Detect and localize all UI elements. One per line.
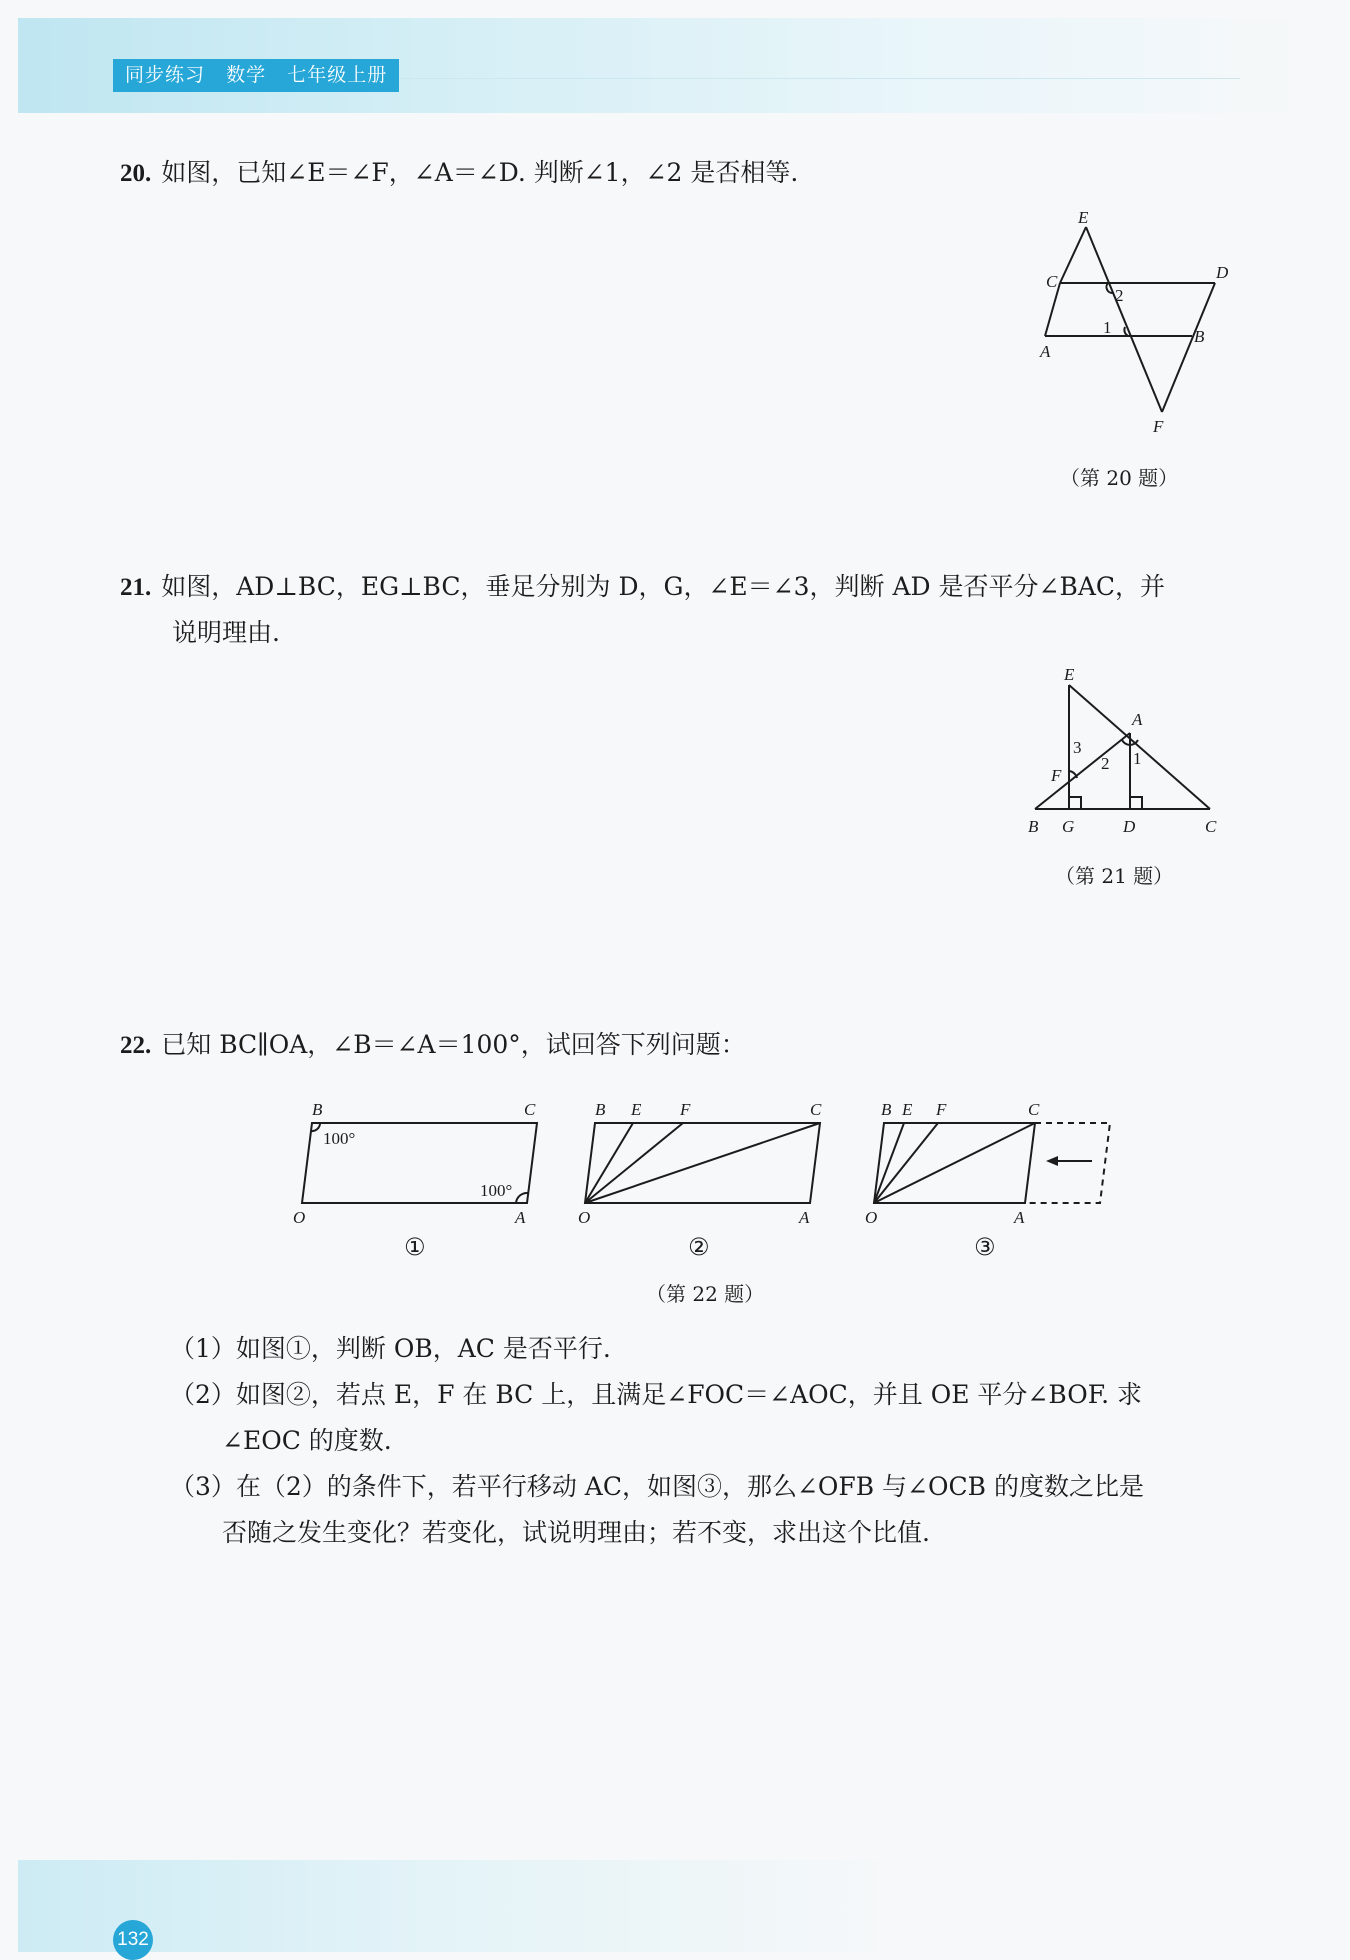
label-O: O [865, 1208, 878, 1227]
question-22-part-3-cont: 否随之发生变化？若变化，试说明理由；若不变，求出这个比值. [222, 1518, 930, 1547]
ray-of [874, 1123, 938, 1203]
label-F: F [680, 1100, 691, 1119]
figure-22-3-mark: ③ [974, 1233, 996, 1261]
label-G: G [1062, 817, 1075, 836]
label-C: C [810, 1100, 822, 1119]
label-B: B [881, 1100, 892, 1119]
label-B: B [1194, 327, 1205, 346]
question-20 [120, 150, 798, 196]
line-ce [1060, 227, 1086, 283]
figure-22-2-mark: ② [688, 1233, 710, 1261]
label-A: A [1014, 1208, 1025, 1227]
question-text: 如图，已知∠E＝∠F，∠A＝∠D. 判断∠1，∠2 是否相等. [161, 158, 799, 187]
question-22-part-2: （2）如图②，若点 E，F 在 BC 上，且满足∠FOC＝∠AOC，并且 OE 平分∠BOF. 求 [170, 1380, 1143, 1409]
line-ec [1069, 685, 1210, 809]
label-F: F [1051, 766, 1062, 785]
label-angle-1: 1 [1133, 749, 1142, 768]
label-D: D [1123, 817, 1136, 836]
label-D: D [1216, 263, 1229, 282]
label-C: C [524, 1100, 536, 1119]
line-db [1162, 283, 1215, 412]
label-A: A [799, 1208, 810, 1227]
header-rule [400, 78, 1240, 79]
label-A: A [1132, 710, 1143, 729]
label-angle-b: 100° [323, 1129, 356, 1148]
move-arrow-head [1046, 1156, 1058, 1166]
ray-oe [585, 1123, 633, 1203]
figure-22-3 [860, 1095, 1120, 1227]
figure-20 [1030, 205, 1250, 435]
label-angle-2: 2 [1115, 286, 1124, 305]
right-angle-d [1130, 797, 1142, 809]
label-angle-1: 1 [1103, 318, 1112, 337]
book-title-badge: 同步练习 数学 七年级上册 [113, 59, 399, 92]
label-A: A [515, 1208, 526, 1227]
figure-22-2 [575, 1095, 835, 1227]
label-F: F [936, 1100, 947, 1119]
label-E: E [902, 1100, 913, 1119]
question-number: 21. [120, 574, 152, 601]
label-O: O [293, 1208, 306, 1227]
label-angle-2: 2 [1101, 754, 1110, 773]
figure-21-caption: （第 21 题） [1055, 864, 1174, 888]
figure-22-1-mark: ① [404, 1233, 426, 1261]
footer-band [18, 1860, 918, 1952]
label-C: C [1205, 817, 1217, 836]
label-B: B [1028, 817, 1039, 836]
angle-mark-2 [1122, 740, 1130, 745]
question-text: 已知 BC∥OA，∠B＝∠A＝100°，试回答下列问题： [161, 1030, 746, 1059]
label-E: E [1064, 665, 1075, 684]
question-21-line1 [120, 564, 1165, 610]
ray-oc [585, 1123, 820, 1203]
ray-oc [874, 1123, 1035, 1203]
line-ab [1035, 733, 1130, 809]
label-F: F [1153, 417, 1164, 436]
figure-20-caption: （第 20 题） [1060, 466, 1179, 490]
label-E: E [1078, 208, 1089, 227]
question-21-line2: 说明理由. [172, 618, 280, 647]
ray-of [585, 1123, 683, 1203]
dashed-original-position [1025, 1123, 1110, 1203]
figure-22-caption: （第 22 题） [646, 1282, 765, 1306]
label-C: C [1046, 272, 1058, 291]
question-text: 如图，AD⊥BC，EG⊥BC，垂足分别为 D，G，∠E＝∠3，判断 AD 是否平分∠BAC，并 [161, 572, 1166, 601]
right-angle-g [1069, 797, 1081, 809]
angle-mark-3 [1069, 771, 1077, 778]
question-22-part-1: （1）如图①，判断 OB，AC 是否平行. [170, 1334, 611, 1363]
line-ef [1086, 227, 1162, 412]
label-C: C [1028, 1100, 1040, 1119]
figure-21 [1020, 665, 1240, 845]
label-angle-a: 100° [480, 1181, 513, 1200]
page-number: 132 [113, 1920, 153, 1960]
question-number: 22. [120, 1032, 152, 1059]
question-number: 20. [120, 160, 152, 187]
question-22 [120, 1022, 746, 1068]
question-22-part-3: （3）在（2）的条件下，若平行移动 AC，如图③，那么∠OFB 与∠OCB 的度数之比是 [170, 1472, 1144, 1501]
label-angle-3: 3 [1073, 738, 1082, 757]
label-A: A [1040, 342, 1051, 361]
label-O: O [578, 1208, 591, 1227]
question-22-part-2-cont: ∠EOC 的度数. [222, 1426, 392, 1455]
figure-22-1 [290, 1095, 550, 1227]
label-E: E [631, 1100, 642, 1119]
label-B: B [595, 1100, 606, 1119]
label-B: B [312, 1100, 323, 1119]
